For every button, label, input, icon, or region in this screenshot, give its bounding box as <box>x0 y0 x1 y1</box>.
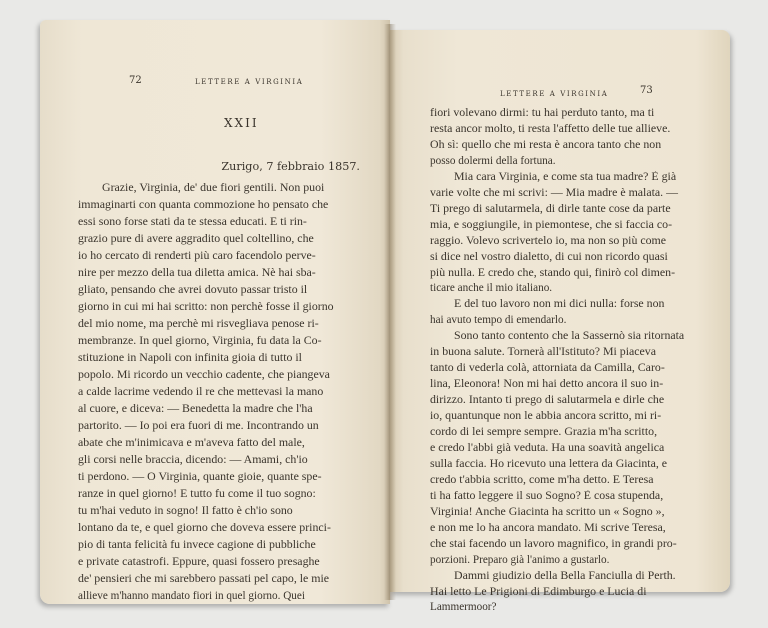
text-line: che stai facendo un lavoro magnifico, in grandi pro- <box>430 537 677 550</box>
page-number: 73 <box>640 85 653 96</box>
text-line: mia, e soggiungile, in piemontese, che si faccia co- <box>430 218 673 231</box>
text-line: giorno in cui mi hai scritto: non perchè fosse il giorno <box>78 301 334 313</box>
text-line: Hai letto Le Prigioni di Edimburgo e Lucia di <box>430 585 647 598</box>
right-page <box>390 30 730 614</box>
left-page <box>40 20 390 604</box>
running-header: LETTERE A VIRGINIA <box>195 78 304 86</box>
text-line: immaginarti con quanta commozione ho pensato che <box>78 199 329 211</box>
text-line: allieve m'hanno mandato fiori in quel giorno. Quei <box>78 590 305 602</box>
text-line: ti perdono. — O Virginia, quante gioie, quante spe- <box>78 471 322 483</box>
text-line: lina, Eleonora! Non mi hai detto ancora il suo in- <box>430 378 664 391</box>
text-line: Virginia! Anche Giacinta ha scritto un « Sogno », <box>430 505 665 518</box>
text-line: partorito. — Io poi era fuori di me. Incontrando un <box>78 420 319 432</box>
text-line: resta ancor molto, ti resta l'affetto delle tue allieve. <box>430 122 671 135</box>
text-line: io, quantunque non le abbia ancora scritto, mi ri- <box>430 410 662 423</box>
text-line: nire per mezzo della tua diletta amica. Nè hai sba- <box>78 267 316 279</box>
text-line: E del tuo lavoro non mi dici nulla: forse non <box>454 298 665 311</box>
text-line: ranze in quel giorno! E tutto fu come il tuo sogno: <box>78 488 316 500</box>
text-line: dirizzo. Intanto ti prego di salutarmela e dirle che <box>430 394 665 407</box>
text-line: del mio nome, ma perchè mi risvegliava penose ri- <box>78 318 319 330</box>
text-line: in buona salute. Tornerà all'Istituto? Mi piaceva <box>430 346 657 359</box>
text-line: gli corsi nelle braccia, dicendo: — Amami, ch'io <box>78 454 308 466</box>
text-line: membranze. In quel giorno, Virginia, fu data la Co- <box>78 335 322 347</box>
text-line: ti ha fatto leggere il suo Sogno? È cosa stupenda, <box>430 489 664 502</box>
dateline-date: , 7 febbraio 1857. <box>259 160 360 173</box>
text-line: Oh sì: quello che mi resta è ancora tanto che non <box>430 138 662 151</box>
text-line: cordo di lei sempre sempre. Grazia m'ha scritto, <box>430 426 658 438</box>
text-line: posso dolermi della fortuna. <box>430 154 556 167</box>
text-line: e non me lo ha ancora mandato. Mi scrive Teresa, <box>430 521 666 534</box>
text-line: Mia cara Virginia, e come sta tua madre? È già <box>454 170 677 183</box>
text-line: grazio pure di avere aggradito quel coltellino, che <box>78 233 314 245</box>
text-line: varie volte che mi scrivi: — Mia madre è malata. — <box>430 186 678 199</box>
chapter-title: XXII <box>224 116 259 130</box>
text-line: e private catastrofi. Eppure, quasi fossero presaghe <box>78 556 320 568</box>
text-line: de' pensieri che mi sarebbero passati pel capo, le mie <box>78 573 330 585</box>
text-line: popolo. Mi ricordo un vecchio cadente, che piangeva <box>78 369 330 381</box>
text-line: tu m'hai veduto in sogno! Il fatto è ch'io sono <box>78 505 293 517</box>
text-line: Dammi giudizio della Bella Fanciulla di Perth. <box>454 569 676 582</box>
dateline <box>221 160 360 173</box>
text-line: lontano da te, e quel giorno che doveva essere princi- <box>78 522 331 534</box>
text-line: raggio. Volevo scrivertelo io, ma non so più come <box>430 234 667 247</box>
text-line: hai avuto tempo di emendarlo. <box>430 314 567 327</box>
text-line: credo t'abbia scritto, come m'ha detto. E Teresa <box>430 473 654 486</box>
dateline-place: Zurigo <box>221 160 260 173</box>
text-line: tanto di vederla colà, attorniata da Camilla, Caro- <box>430 362 665 375</box>
text-line: Ti prego di salutarmela, di dirle tante cose da parte <box>430 202 671 215</box>
text-line: Lammermoor? <box>430 601 497 614</box>
text-line: al cuore, e diceva: — Benedetta la madre che l'ha <box>78 403 313 415</box>
text-line: fiori volevano dirmi: tu hai perduto tanto, ma ti <box>430 107 655 119</box>
text-line: abate che m'inimicava e m'aveva fatto del male, <box>78 437 305 449</box>
text-line: stituzione in Napoli con infinita gioia di tutto il <box>78 352 302 364</box>
book-gutter <box>384 24 396 600</box>
running-header: LETTERE A VIRGINIA <box>500 90 609 98</box>
text-line: essi sono forse stati da te stessa educati. E ti rin- <box>78 216 307 228</box>
text-line: si dice nel vostro dialetto, di cui non ricordo quasi <box>430 250 668 263</box>
text-line: Grazie, Virginia, de' due fiori gentili. Non puoi <box>102 182 325 194</box>
text-line: pio di tanta felicità fu invece cagione di pubbliche <box>78 539 316 551</box>
text-line: porzioni. Preparo già l'animo a gustarlo. <box>430 553 610 566</box>
text-line: io ho cercato di renderti più caro facendolo perve- <box>78 250 316 262</box>
text-line: gliato, pensando che avrei dovuto passar tristo il <box>78 284 308 296</box>
text-line: Sono tanto contento che la Sassernò sia ritornata <box>454 330 685 343</box>
page-number: 72 <box>129 75 142 86</box>
text-line: sulla faccia. Ho ricevuto una lettera da Giacinta, e <box>430 457 668 470</box>
text-line: ticare anche il mio italiano. <box>430 282 553 295</box>
text-line: e credo l'abbi già veduta. Ha una soavità angelica <box>430 441 665 454</box>
text-line: a calde lacrime vedendo il re che mettevasi la mano <box>78 386 324 398</box>
text-line: più nulla. E credo che, stando qui, finirò col dimen- <box>430 266 676 279</box>
